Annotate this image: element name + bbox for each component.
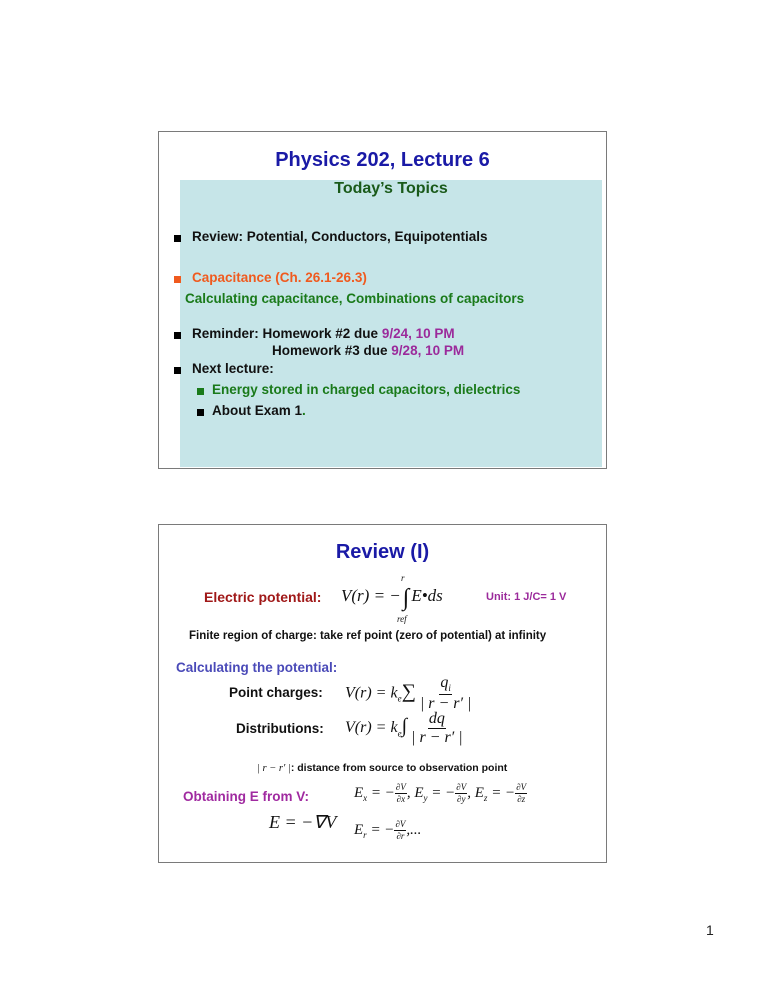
homework-reminder-2: Homework #3 due 9/28, 10 PM	[272, 343, 465, 358]
distributions-formula: $V(r) = k_e\int$ $\frac{dq}{| r - r' |}$	[345, 710, 463, 746]
homework-reminder-1: Reminder: Homework #2 due 9/24, 10 PM	[192, 326, 455, 341]
integral-upper-limit: r	[401, 573, 405, 583]
point-charges-formula: $V(r) = k_e\sum$ $\frac{q_i}{| r - r' |}$	[345, 674, 472, 713]
unit-note: Unit: 1 J/C= 1 V	[486, 591, 567, 603]
next-lecture-label: Next lecture:	[192, 361, 274, 376]
finite-region-note: Finite region of charge: take ref point (zero of potential) at infinity	[189, 630, 547, 642]
slide-title: Physics 202, Lecture 6	[275, 149, 490, 171]
bullet-icon	[174, 367, 181, 374]
bullet-icon	[174, 235, 181, 242]
potential-formula: V(r) = −∫ E•ds	[341, 585, 443, 611]
page-number: 1	[706, 922, 714, 938]
slide-review	[158, 524, 607, 863]
component-formulas: $E_x$ = − $\frac{\partial V}{\partial x}$ , $E_y$ = − $\frac{\partial V}{\partial y}$ , $E_z$ = − $\frac{\partial V}{\partial z}$	[354, 782, 527, 804]
integral-lower-limit: ref	[397, 614, 407, 624]
obtaining-e-label: Obtaining E from V:	[183, 789, 310, 804]
topic-capacitance: Capacitance (Ch. 26.1-26.3)	[192, 270, 367, 285]
distance-note: | r − r′ |: distance from source to observation point	[257, 762, 508, 774]
topics-panel	[180, 180, 602, 467]
next-topic-energy: Energy stored in charged capacitors, dielectrics	[212, 382, 521, 397]
electric-potential-label: Electric potential:	[204, 589, 322, 605]
slide-title: Review (I)	[335, 541, 430, 563]
radial-component-formula: $E_r$ = − $\frac{\partial V}{\partial r}$ ,...	[354, 819, 422, 841]
calc-heading: Calculating the potential:	[176, 660, 338, 675]
point-charges-label: Point charges:	[229, 685, 323, 700]
bullet-icon	[197, 388, 204, 395]
bullet-icon	[174, 332, 181, 339]
topic-capacitance-detail: Calculating capacitance, Combinations of capacitors	[185, 291, 525, 306]
slide-lecture-topics	[158, 131, 607, 469]
bullet-icon	[174, 276, 181, 283]
topic-review: Review: Potential, Conductors, Equipotentials	[192, 229, 488, 244]
bullet-icon	[197, 409, 204, 416]
distributions-label: Distributions:	[236, 721, 324, 736]
next-topic-exam: About Exam 1.	[212, 403, 306, 418]
gradient-formula: E = −∇V	[269, 812, 337, 832]
topics-heading: Today’s Topics	[334, 180, 448, 197]
